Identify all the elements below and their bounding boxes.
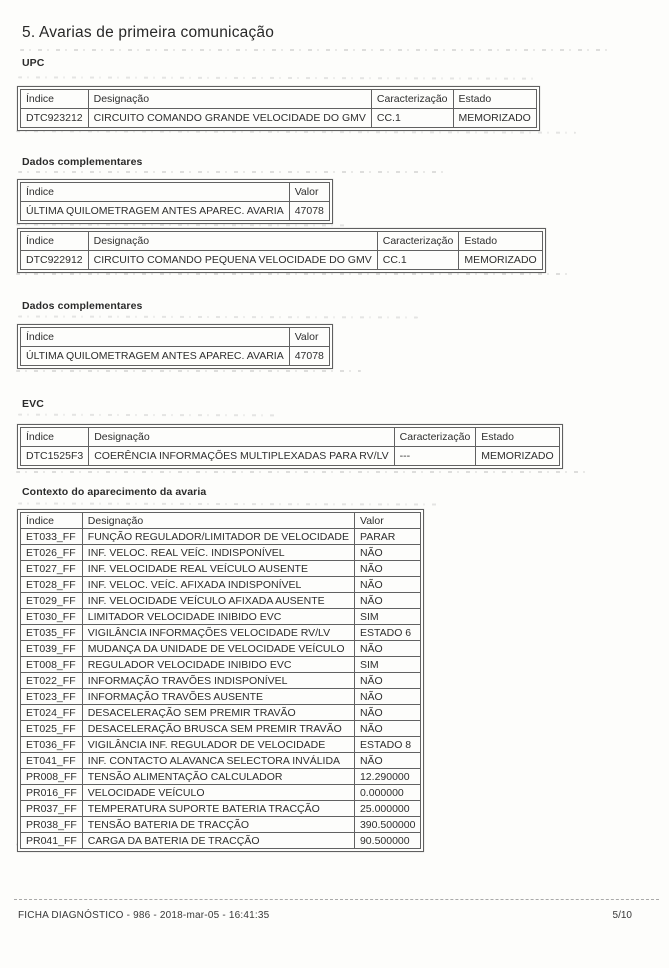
table-cell: LIMITADOR VELOCIDADE INIBIDO EVC bbox=[82, 609, 354, 625]
table-cell: ET008_FF bbox=[21, 657, 83, 673]
column-header: Índice bbox=[21, 428, 89, 447]
scan-artifact-line bbox=[18, 76, 538, 79]
table-cell: ESTADO 8 bbox=[354, 737, 420, 753]
table-row bbox=[21, 561, 421, 577]
table-cell: INF. VELOCIDADE REAL VEÍCULO AUSENTE bbox=[82, 561, 354, 577]
column-header: Índice bbox=[21, 183, 290, 202]
table-cell: --- bbox=[394, 447, 476, 466]
table-cell: INFORMAÇÃO TRAVÕES INDISPONÍVEL bbox=[82, 673, 354, 689]
table-cell: ET022_FF bbox=[21, 673, 83, 689]
table-cell: DESACELERAÇÃO SEM PREMIR TRAVÃO bbox=[82, 705, 354, 721]
section-label-contexto: Contexto do aparecimento da avaria bbox=[22, 486, 207, 498]
table-cell: ET036_FF bbox=[21, 737, 83, 753]
scan-artifact-line bbox=[18, 315, 418, 318]
table-cell: PR008_FF bbox=[21, 769, 83, 785]
column-header: Designação bbox=[89, 428, 394, 447]
section-label-dados-complementares-2: Dados complementares bbox=[22, 300, 143, 312]
section-label-evc: EVC bbox=[22, 398, 44, 410]
table-cell: INF. CONTACTO ALAVANCA SELECTORA INVÁLIDA bbox=[82, 753, 354, 769]
table-row bbox=[21, 577, 421, 593]
table-cell: PR016_FF bbox=[21, 785, 83, 801]
table-cell: ET027_FF bbox=[21, 561, 83, 577]
table-header-row bbox=[21, 232, 543, 251]
table-cell: VIGILÂNCIA INF. REGULADOR DE VELOCIDADE bbox=[82, 737, 354, 753]
scan-artifact-line bbox=[20, 49, 608, 51]
column-header: Estado bbox=[459, 232, 542, 251]
table-cell: ÚLTIMA QUILOMETRAGEM ANTES APAREC. AVARIA bbox=[21, 347, 290, 366]
table-row bbox=[21, 673, 421, 689]
table-row bbox=[21, 625, 421, 641]
table-cell: FUNÇÃO REGULADOR/LIMITADOR DE VELOCIDADE bbox=[82, 529, 354, 545]
footer-text: FICHA DIAGNÓSTICO - 986 - 2018-mar-05 - 16:41:35 bbox=[18, 910, 270, 921]
table-cell: ÚLTIMA QUILOMETRAGEM ANTES APAREC. AVARIA bbox=[21, 202, 290, 221]
table-cell: NÃO bbox=[354, 545, 420, 561]
table-cell: ET024_FF bbox=[21, 705, 83, 721]
table-cell: VIGILÂNCIA INFORMAÇÕES VELOCIDADE RV/LV bbox=[82, 625, 354, 641]
column-header: Valor bbox=[354, 513, 420, 529]
column-header: Designação bbox=[88, 90, 371, 109]
table-cell: PARAR bbox=[354, 529, 420, 545]
table-cell: ET026_FF bbox=[21, 545, 83, 561]
column-header: Caracterização bbox=[394, 428, 476, 447]
table-cell: TENSÃO BATERIA DE TRACÇÃO bbox=[82, 817, 354, 833]
table-cell: 390.500000 bbox=[354, 817, 420, 833]
table-cell: NÃO bbox=[354, 561, 420, 577]
table-cell: COERÊNCIA INFORMAÇÕES MULTIPLEXADAS PARA RV/LV bbox=[89, 447, 394, 466]
table-cell: CIRCUITO COMANDO GRANDE VELOCIDADE DO GMV bbox=[88, 109, 371, 128]
column-header: Índice bbox=[21, 328, 290, 347]
table-row bbox=[21, 202, 330, 221]
table-cell: ET033_FF bbox=[21, 529, 83, 545]
column-header: Designação bbox=[82, 513, 354, 529]
section-label-dados-complementares-1: Dados complementares bbox=[22, 156, 143, 168]
evc-dtc-table bbox=[17, 424, 563, 469]
table-cell: INFORMAÇÃO TRAVÕES AUSENTE bbox=[82, 689, 354, 705]
column-header: Índice bbox=[21, 90, 89, 109]
column-header: Índice bbox=[21, 513, 83, 529]
table-cell: PR037_FF bbox=[21, 801, 83, 817]
upc-dtc-table-2 bbox=[17, 228, 546, 273]
table-row bbox=[21, 641, 421, 657]
table-cell: 90.500000 bbox=[354, 833, 420, 849]
scan-artifact-line bbox=[18, 502, 438, 505]
table-row bbox=[21, 705, 421, 721]
table-cell: NÃO bbox=[354, 673, 420, 689]
column-header: Valor bbox=[289, 328, 329, 347]
column-header: Estado bbox=[453, 90, 536, 109]
table-cell: TEMPERATURA SUPORTE BATERIA TRACÇÃO bbox=[82, 801, 354, 817]
table-cell: INF. VELOC. REAL VEÍC. INDISPONÍVEL bbox=[82, 545, 354, 561]
column-header: Caracterização bbox=[377, 232, 459, 251]
table-cell: ESTADO 6 bbox=[354, 625, 420, 641]
table-row bbox=[21, 529, 421, 545]
table-cell: CIRCUITO COMANDO PEQUENA VELOCIDADE DO GMV bbox=[88, 251, 377, 270]
table-cell: ET029_FF bbox=[21, 593, 83, 609]
table-cell: INF. VELOCIDADE VEÍCULO AFIXADA AUSENTE bbox=[82, 593, 354, 609]
table-row bbox=[21, 657, 421, 673]
column-header: Caracterização bbox=[371, 90, 453, 109]
table-header-row bbox=[21, 90, 537, 109]
table-row bbox=[21, 737, 421, 753]
scan-artifact-line bbox=[18, 171, 448, 173]
scan-artifact-line bbox=[18, 414, 278, 417]
table-cell: MUDANÇA DA UNIDADE DE VELOCIDADE VEÍCULO bbox=[82, 641, 354, 657]
table-cell: CC.1 bbox=[377, 251, 459, 270]
table-cell: MEMORIZADO bbox=[459, 251, 542, 270]
table-cell: INF. VELOC. VEÍC. AFIXADA INDISPONÍVEL bbox=[82, 577, 354, 593]
table-cell: DTC923212 bbox=[21, 109, 89, 128]
footer-divider bbox=[14, 899, 659, 900]
table-cell: ET030_FF bbox=[21, 609, 83, 625]
table-cell: ET028_FF bbox=[21, 577, 83, 593]
table-row bbox=[21, 109, 537, 128]
table-row bbox=[21, 251, 543, 270]
table-cell: NÃO bbox=[354, 577, 420, 593]
scan-artifact-line bbox=[16, 471, 586, 473]
table-header-row bbox=[21, 183, 330, 202]
column-header: Estado bbox=[476, 428, 559, 447]
table-cell: NÃO bbox=[354, 641, 420, 657]
table-row bbox=[21, 689, 421, 705]
page-number: 5/10 bbox=[612, 910, 632, 921]
table-row bbox=[21, 447, 560, 466]
table-row bbox=[21, 347, 330, 366]
table-cell: NÃO bbox=[354, 705, 420, 721]
table-cell: 47078 bbox=[289, 347, 329, 366]
table-row bbox=[21, 609, 421, 625]
table-cell: ET041_FF bbox=[21, 753, 83, 769]
page-title: 5. Avarias de primeira comunicação bbox=[22, 24, 275, 41]
scan-artifact-line bbox=[16, 273, 571, 275]
table-row bbox=[21, 753, 421, 769]
table-cell: ET035_FF bbox=[21, 625, 83, 641]
table-cell: NÃO bbox=[354, 753, 420, 769]
table-cell: ET023_FF bbox=[21, 689, 83, 705]
table-row bbox=[21, 817, 421, 833]
column-header: Índice bbox=[21, 232, 89, 251]
scan-artifact-line bbox=[16, 370, 361, 372]
table-cell: NÃO bbox=[354, 593, 420, 609]
table-cell: 25.000000 bbox=[354, 801, 420, 817]
table-cell: TENSÃO ALIMENTAÇÃO CALCULADOR bbox=[82, 769, 354, 785]
table-cell: SIM bbox=[354, 609, 420, 625]
table-cell: DESACELERAÇÃO BRUSCA SEM PREMIR TRAVÃO bbox=[82, 721, 354, 737]
table-cell: MEMORIZADO bbox=[476, 447, 559, 466]
column-header: Designação bbox=[88, 232, 377, 251]
table-row bbox=[21, 721, 421, 737]
dados-complementares-table-2 bbox=[17, 324, 333, 369]
table-cell: SIM bbox=[354, 657, 420, 673]
table-cell: DTC922912 bbox=[21, 251, 89, 270]
table-cell: 47078 bbox=[289, 202, 329, 221]
column-header: Valor bbox=[289, 183, 329, 202]
table-cell: 0.000000 bbox=[354, 785, 420, 801]
table-cell: CC.1 bbox=[371, 109, 453, 128]
table-cell: ET039_FF bbox=[21, 641, 83, 657]
table-row bbox=[21, 785, 421, 801]
table-header-row bbox=[21, 328, 330, 347]
table-cell: ET025_FF bbox=[21, 721, 83, 737]
table-cell: MEMORIZADO bbox=[453, 109, 536, 128]
dados-complementares-table-1 bbox=[17, 179, 333, 224]
table-cell: DTC1525F3 bbox=[21, 447, 89, 466]
table-row bbox=[21, 545, 421, 561]
table-cell: PR041_FF bbox=[21, 833, 83, 849]
table-header-row bbox=[21, 513, 421, 529]
upc-dtc-table-1 bbox=[17, 86, 540, 131]
table-row bbox=[21, 801, 421, 817]
table-cell: VELOCIDADE VEÍCULO bbox=[82, 785, 354, 801]
table-row bbox=[21, 593, 421, 609]
table-row bbox=[21, 769, 421, 785]
table-cell: NÃO bbox=[354, 689, 420, 705]
table-header-row bbox=[21, 428, 560, 447]
table-cell: PR038_FF bbox=[21, 817, 83, 833]
table-cell: 12.290000 bbox=[354, 769, 420, 785]
table-cell: NÃO bbox=[354, 721, 420, 737]
section-label-upc: UPC bbox=[22, 57, 45, 69]
contexto-table bbox=[17, 509, 424, 852]
table-cell: REGULADOR VELOCIDADE INIBIDO EVC bbox=[82, 657, 354, 673]
table-cell: CARGA DA BATERIA DE TRACÇÃO bbox=[82, 833, 354, 849]
table-row bbox=[21, 833, 421, 849]
